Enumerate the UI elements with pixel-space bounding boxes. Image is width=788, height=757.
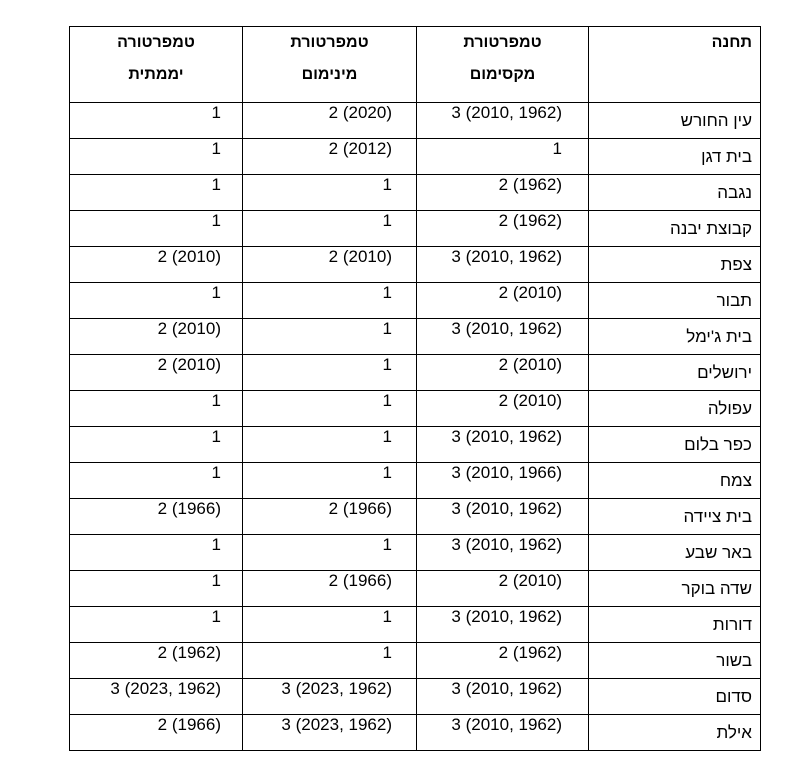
daily-temp-cell	[70, 391, 243, 427]
header-station	[589, 27, 761, 103]
min-temp-cell-value: 2 (2012)	[328, 139, 392, 158]
min-temp-cell-wrap	[243, 715, 416, 735]
daily-temp-cell	[70, 283, 243, 319]
max-temp-cell-wrap	[417, 535, 588, 555]
station-name-cell: בית דגן	[589, 139, 761, 175]
station-name-cell: סדום	[589, 679, 761, 715]
station-name-cell: כפר בלום	[589, 427, 761, 463]
min-temp-cell-wrap	[243, 499, 416, 519]
min-temp-cell	[243, 463, 417, 499]
max-temp-cell	[417, 103, 589, 139]
min-temp-cell	[243, 211, 417, 247]
min-temp-cell	[243, 247, 417, 283]
max-temp-cell-wrap	[417, 355, 588, 375]
station-name-cell: עפולה	[589, 391, 761, 427]
daily-temp-cell	[70, 571, 243, 607]
daily-temp-cell-wrap	[70, 103, 242, 123]
min-temp-cell-wrap	[243, 679, 416, 699]
station-name-cell: צמח	[589, 463, 761, 499]
table-row	[70, 679, 761, 715]
min-temp-cell-value: 2 (2010)	[328, 247, 392, 266]
max-temp-cell-wrap	[417, 499, 588, 519]
station-name-cell: בית ג'ימל	[589, 319, 761, 355]
max-temp-cell-value: 3 (2010, 1962)	[451, 715, 562, 734]
min-temp-cell-value: 2 (2020)	[328, 103, 392, 122]
min-temp-cell-value: 3 (2023, 1962)	[281, 715, 392, 734]
min-temp-cell-value: 1	[382, 355, 392, 374]
station-name-cell: קבוצת יבנה	[589, 211, 761, 247]
daily-temp-cell-wrap	[70, 643, 242, 663]
stations-table	[69, 26, 761, 751]
station-name-cell: שדה בוקר	[589, 571, 761, 607]
table-row	[70, 535, 761, 571]
header-daily-temp	[70, 27, 243, 103]
station-name-cell: דורות	[589, 607, 761, 643]
daily-temp-cell	[70, 535, 243, 571]
max-temp-cell-wrap	[417, 283, 588, 303]
max-temp-cell-value: 3 (2010, 1962)	[451, 499, 562, 518]
daily-temp-cell	[70, 643, 243, 679]
max-temp-cell-wrap	[417, 247, 588, 267]
min-temp-cell-wrap	[243, 319, 416, 339]
min-temp-cell-wrap	[243, 463, 416, 483]
max-temp-cell-value: 3 (2010, 1966)	[451, 463, 562, 482]
daily-temp-cell	[70, 139, 243, 175]
station-name-cell: אילת	[589, 715, 761, 751]
table-row	[70, 463, 761, 499]
daily-temp-cell	[70, 679, 243, 715]
header-daily-line1: טמפרטורה	[117, 34, 195, 51]
station-name-cell: בשור	[589, 643, 761, 679]
daily-temp-cell-wrap	[70, 427, 242, 447]
max-temp-cell	[417, 571, 589, 607]
min-temp-cell	[243, 535, 417, 571]
daily-temp-cell-wrap	[70, 139, 242, 159]
max-temp-cell-wrap	[417, 103, 588, 123]
station-name-cell: נגבה	[589, 175, 761, 211]
daily-temp-cell	[70, 499, 243, 535]
daily-temp-cell-wrap	[70, 715, 242, 735]
daily-temp-cell-value: 2 (1966)	[157, 499, 221, 518]
daily-temp-cell-value: 1	[211, 211, 221, 230]
min-temp-cell	[243, 139, 417, 175]
station-name-cell: באר שבע	[589, 535, 761, 571]
header-max-line2: מקסימום	[469, 66, 536, 83]
daily-temp-cell-wrap	[70, 391, 242, 411]
max-temp-cell	[417, 247, 589, 283]
max-temp-cell	[417, 643, 589, 679]
max-temp-cell	[417, 679, 589, 715]
max-temp-cell	[417, 175, 589, 211]
max-temp-cell	[417, 463, 589, 499]
table-row	[70, 499, 761, 535]
header-min-line1: טמפרטורת	[290, 34, 369, 51]
min-temp-cell-value: 1	[382, 643, 392, 662]
daily-temp-cell-value: 2 (2010)	[157, 319, 221, 338]
daily-temp-cell-wrap	[70, 571, 242, 591]
daily-temp-cell	[70, 463, 243, 499]
min-temp-cell-wrap	[243, 103, 416, 123]
daily-temp-cell-wrap	[70, 607, 242, 627]
min-temp-cell-value: 1	[382, 427, 392, 446]
min-temp-cell-wrap	[243, 211, 416, 231]
min-temp-cell	[243, 319, 417, 355]
daily-temp-cell	[70, 427, 243, 463]
max-temp-cell-wrap	[417, 679, 588, 699]
daily-temp-cell-wrap	[70, 355, 242, 375]
table-row	[70, 715, 761, 751]
min-temp-cell-wrap	[243, 571, 416, 591]
max-temp-cell-wrap	[417, 211, 588, 231]
daily-temp-cell-value: 1	[211, 175, 221, 194]
max-temp-cell	[417, 535, 589, 571]
max-temp-cell-wrap	[417, 319, 588, 339]
max-temp-cell-value: 2 (2010)	[498, 391, 562, 410]
min-temp-cell-value: 1	[382, 391, 392, 410]
table-row	[70, 571, 761, 607]
min-temp-cell	[243, 679, 417, 715]
daily-temp-cell	[70, 319, 243, 355]
header-max-temp	[417, 27, 589, 103]
min-temp-cell-value: 1	[382, 319, 392, 338]
max-temp-cell	[417, 355, 589, 391]
daily-temp-cell-value: 1	[211, 463, 221, 482]
max-temp-cell	[417, 211, 589, 247]
max-temp-cell	[417, 391, 589, 427]
station-name-cell: בית ציידה	[589, 499, 761, 535]
daily-temp-cell-value: 2 (2010)	[157, 355, 221, 374]
min-temp-cell-value: 1	[382, 535, 392, 554]
min-temp-cell-value: 1	[382, 283, 392, 302]
daily-temp-cell-wrap	[70, 319, 242, 339]
max-temp-cell-value: 3 (2010, 1962)	[451, 679, 562, 698]
max-temp-cell-value: 2 (2010)	[498, 571, 562, 590]
max-temp-cell-value: 1	[552, 139, 562, 158]
min-temp-cell-value: 1	[382, 607, 392, 626]
table-row	[70, 283, 761, 319]
header-max-line1: טמפרטורת	[463, 34, 542, 51]
min-temp-cell-wrap	[243, 283, 416, 303]
min-temp-cell	[243, 175, 417, 211]
min-temp-cell-wrap	[243, 139, 416, 159]
daily-temp-cell-value: 1	[211, 283, 221, 302]
daily-temp-cell	[70, 175, 243, 211]
max-temp-cell-value: 3 (2010, 1962)	[451, 607, 562, 626]
table-row	[70, 211, 761, 247]
max-temp-cell-value: 2 (2010)	[498, 355, 562, 374]
daily-temp-cell	[70, 103, 243, 139]
max-temp-cell-wrap	[417, 427, 588, 447]
max-temp-cell-value: 2 (1962)	[498, 175, 562, 194]
daily-temp-cell	[70, 715, 243, 751]
daily-temp-cell-value: 1	[211, 139, 221, 158]
table-row	[70, 391, 761, 427]
daily-temp-cell-value: 3 (2023, 1962)	[110, 679, 221, 698]
min-temp-cell-value: 3 (2023, 1962)	[281, 679, 392, 698]
daily-temp-cell-value: 2 (1962)	[157, 643, 221, 662]
min-temp-cell-value: 1	[382, 175, 392, 194]
min-temp-cell	[243, 571, 417, 607]
header-min-temp	[243, 27, 417, 103]
min-temp-cell-wrap	[243, 247, 416, 267]
max-temp-cell	[417, 139, 589, 175]
daily-temp-cell-value: 1	[211, 391, 221, 410]
max-temp-cell-wrap	[417, 607, 588, 627]
daily-temp-cell-wrap	[70, 247, 242, 267]
min-temp-cell-wrap	[243, 175, 416, 195]
max-temp-cell-value: 3 (2010, 1962)	[451, 535, 562, 554]
min-temp-cell-value: 2 (1966)	[328, 571, 392, 590]
daily-temp-cell-wrap	[70, 535, 242, 555]
table-row	[70, 607, 761, 643]
max-temp-cell-wrap	[417, 139, 588, 159]
min-temp-cell-wrap	[243, 535, 416, 555]
daily-temp-cell-value: 2 (2010)	[157, 247, 221, 266]
min-temp-cell-wrap	[243, 607, 416, 627]
table-row	[70, 139, 761, 175]
daily-temp-cell-wrap	[70, 679, 242, 699]
max-temp-cell	[417, 607, 589, 643]
daily-temp-cell-wrap	[70, 283, 242, 303]
daily-temp-cell-value: 1	[211, 571, 221, 590]
daily-temp-cell-value: 1	[211, 607, 221, 626]
daily-temp-cell	[70, 355, 243, 391]
header-daily-line2: יממתית	[128, 66, 184, 83]
table-row	[70, 355, 761, 391]
min-temp-cell	[243, 391, 417, 427]
daily-temp-cell-value: 1	[211, 535, 221, 554]
min-temp-cell	[243, 499, 417, 535]
header-row	[70, 27, 761, 103]
daily-temp-cell-wrap	[70, 175, 242, 195]
table-row	[70, 643, 761, 679]
min-temp-cell-wrap	[243, 391, 416, 411]
station-name-cell: עין החורש	[589, 103, 761, 139]
max-temp-cell	[417, 283, 589, 319]
station-name-cell: תבור	[589, 283, 761, 319]
daily-temp-cell	[70, 211, 243, 247]
min-temp-cell	[243, 715, 417, 751]
daily-temp-cell-value: 1	[211, 427, 221, 446]
daily-temp-cell-value: 2 (1966)	[157, 715, 221, 734]
max-temp-cell-value: 2 (1962)	[498, 211, 562, 230]
daily-temp-cell-wrap	[70, 499, 242, 519]
min-temp-cell	[243, 355, 417, 391]
max-temp-cell-value: 2 (2010)	[498, 283, 562, 302]
table-row	[70, 175, 761, 211]
max-temp-cell-wrap	[417, 643, 588, 663]
max-temp-cell-wrap	[417, 391, 588, 411]
min-temp-cell	[243, 283, 417, 319]
max-temp-cell-value: 3 (2010, 1962)	[451, 103, 562, 122]
max-temp-cell	[417, 319, 589, 355]
table-body	[70, 27, 761, 751]
min-temp-cell	[243, 103, 417, 139]
max-temp-cell-value: 3 (2010, 1962)	[451, 319, 562, 338]
min-temp-cell-wrap	[243, 643, 416, 663]
daily-temp-cell-wrap	[70, 463, 242, 483]
min-temp-cell-wrap	[243, 355, 416, 375]
max-temp-cell-value: 3 (2010, 1962)	[451, 427, 562, 446]
table-row	[70, 103, 761, 139]
daily-temp-cell-wrap	[70, 211, 242, 231]
daily-temp-cell	[70, 247, 243, 283]
min-temp-cell	[243, 607, 417, 643]
header-station-label: תחנה	[711, 34, 752, 51]
min-temp-cell-value: 2 (1966)	[328, 499, 392, 518]
table-row	[70, 427, 761, 463]
header-min-line2: מינימום	[301, 66, 358, 83]
table-row	[70, 247, 761, 283]
max-temp-cell-wrap	[417, 571, 588, 591]
max-temp-cell-wrap	[417, 175, 588, 195]
max-temp-cell-value: 2 (1962)	[498, 643, 562, 662]
daily-temp-cell-value: 1	[211, 103, 221, 122]
min-temp-cell	[243, 427, 417, 463]
daily-temp-cell	[70, 607, 243, 643]
station-name-cell: ירושלים	[589, 355, 761, 391]
min-temp-cell-wrap	[243, 427, 416, 447]
station-name-cell: צפת	[589, 247, 761, 283]
max-temp-cell	[417, 427, 589, 463]
min-temp-cell-value: 1	[382, 211, 392, 230]
max-temp-cell	[417, 715, 589, 751]
max-temp-cell-wrap	[417, 715, 588, 735]
max-temp-cell	[417, 499, 589, 535]
min-temp-cell	[243, 643, 417, 679]
max-temp-cell-value: 3 (2010, 1962)	[451, 247, 562, 266]
min-temp-cell-value: 1	[382, 463, 392, 482]
table-row	[70, 319, 761, 355]
max-temp-cell-wrap	[417, 463, 588, 483]
